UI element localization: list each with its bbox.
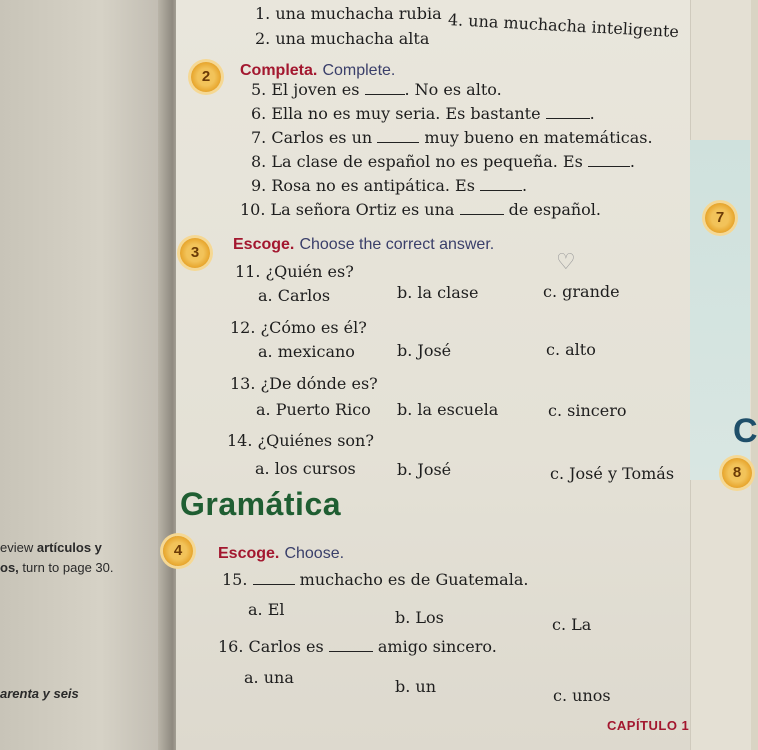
edge-letter: C — [733, 412, 758, 450]
section-3-title: Escoge. — [233, 236, 295, 253]
item-2: 2. una muchacha alta — [255, 29, 430, 48]
side-note-line-1 — [0, 540, 102, 555]
question-15 — [222, 570, 528, 589]
q6-text-a: 6. Ella no es muy seria. Es bastante — [251, 104, 541, 123]
q11-option-c[interactable]: c. grande — [543, 282, 620, 301]
edge-badge-8: 8 — [722, 458, 752, 488]
q9-text-a: 9. Rosa no es antipática. Es — [251, 176, 475, 195]
section-4-title: Escoge. — [218, 545, 280, 562]
question-16 — [218, 637, 497, 656]
q13-option-b[interactable]: b. la escuela — [397, 400, 499, 419]
question-9 — [251, 176, 527, 195]
section-4-badge: 4 — [163, 536, 193, 566]
q6-text-b: . — [589, 104, 595, 123]
pencil-mark-icon: ♡ — [556, 250, 576, 275]
side-note-bold-2: os, — [0, 560, 19, 575]
q6-blank[interactable] — [546, 118, 590, 119]
q8-text-b: . — [629, 152, 635, 171]
question-12: 12. ¿Cómo es él? — [230, 318, 367, 337]
item-1: 1. una muchacha rubia — [255, 4, 442, 23]
q16-blank[interactable] — [329, 651, 373, 652]
left-page — [0, 0, 168, 750]
q12-option-b[interactable]: b. José — [397, 341, 452, 360]
side-note-line-2 — [0, 560, 113, 575]
q16-text-a: 16. Carlos es — [218, 637, 324, 656]
q14-option-b[interactable]: b. José — [397, 460, 452, 479]
q15-number: 15. — [222, 570, 248, 589]
question-14: 14. ¿Quiénes son? — [227, 431, 374, 450]
q15-blank[interactable] — [253, 584, 295, 585]
q16-option-b[interactable]: b. un — [395, 677, 437, 696]
section-4-subtitle: Choose. — [284, 545, 345, 562]
left-page-number: arenta y seis — [0, 686, 79, 701]
section-3-badge: 3 — [180, 238, 210, 268]
q16-option-c[interactable]: c. unos — [553, 686, 611, 705]
q10-blank[interactable] — [460, 214, 504, 215]
q15-option-b[interactable]: b. Los — [395, 608, 444, 627]
q11-option-b[interactable]: b. la clase — [397, 283, 479, 302]
question-7 — [251, 128, 653, 147]
item-4: 4. una muchacha inteligente — [447, 10, 680, 42]
side-note-bold-1: artículos y — [36, 540, 102, 555]
section-4-heading — [218, 543, 344, 563]
question-13: 13. ¿De dónde es? — [230, 374, 378, 393]
q5-text-a: 5. El joven es — [251, 80, 360, 99]
q8-text-a: 8. La clase de español no es pequeña. Es — [251, 152, 583, 171]
side-note-text-2: turn to page 30. — [18, 560, 114, 575]
question-6 — [251, 104, 595, 123]
q7-text-b: muy bueno en matemáticas. — [424, 128, 653, 147]
q12-option-a[interactable]: a. mexicano — [258, 342, 355, 361]
question-5 — [251, 80, 502, 99]
q7-blank[interactable] — [377, 142, 419, 143]
q10-text-b: de español. — [508, 200, 602, 219]
question-8 — [251, 152, 635, 171]
side-note-text-1: eview — [0, 540, 37, 555]
question-11: 11. ¿Quién es? — [235, 262, 354, 281]
q14-option-c[interactable]: c. José y Tomás — [550, 464, 675, 483]
section-2-heading — [240, 60, 395, 80]
q11-option-a[interactable]: a. Carlos — [258, 286, 331, 305]
q13-option-a[interactable]: a. Puerto Rico — [256, 400, 371, 419]
q9-blank[interactable] — [480, 190, 522, 191]
section-3-heading — [233, 234, 494, 254]
q16-text-b: amigo sincero. — [377, 637, 497, 656]
section-2-subtitle: Complete. — [322, 62, 396, 79]
grammar-heading: Gramática — [180, 486, 342, 522]
q5-blank[interactable] — [365, 94, 405, 95]
section-3-subtitle: Choose the correct answer. — [299, 236, 495, 253]
question-10 — [240, 200, 601, 219]
q10-text-a: 10. La señora Ortiz es una — [240, 200, 455, 219]
q14-option-a[interactable]: a. los cursos — [255, 459, 356, 478]
q8-blank[interactable] — [588, 166, 630, 167]
q16-option-a[interactable]: a. una — [244, 668, 294, 687]
q9-text-b: . — [522, 176, 528, 195]
chapter-footer: CAPÍTULO 1 — [607, 718, 690, 733]
q15-option-a[interactable]: a. El — [248, 600, 285, 619]
q12-option-c[interactable]: c. alto — [546, 340, 596, 359]
q15-text: muchacho es de Guatemala. — [299, 570, 529, 589]
q7-text-a: 7. Carlos es un — [251, 128, 373, 147]
section-2-title: Completa. — [240, 62, 318, 79]
edge-badge-7: 7 — [705, 203, 735, 233]
section-2-badge: 2 — [191, 62, 221, 92]
q15-option-c[interactable]: c. La — [552, 615, 592, 634]
q5-text-b: . No es alto. — [404, 80, 502, 99]
q13-option-c[interactable]: c. sincero — [548, 401, 627, 420]
